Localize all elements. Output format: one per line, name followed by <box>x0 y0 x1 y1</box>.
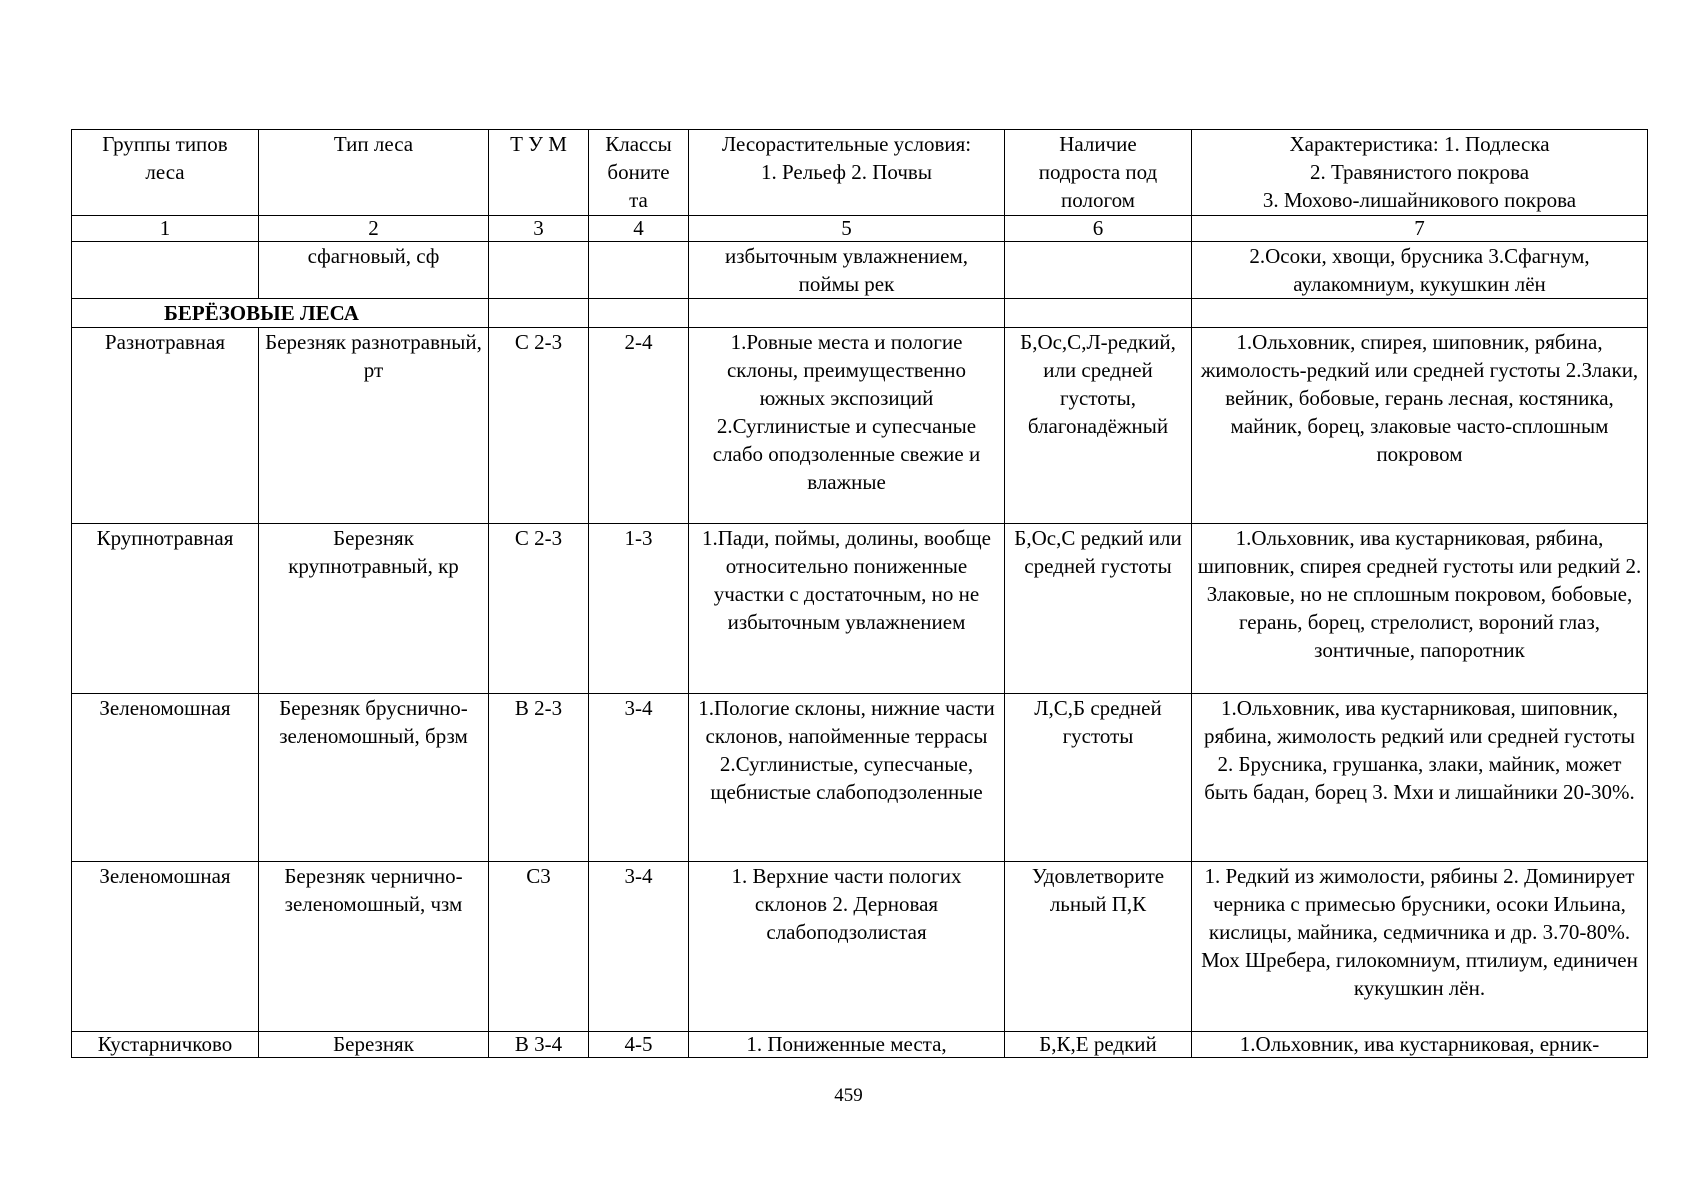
cell-tum: В 3-4 <box>489 1032 589 1058</box>
header-tum: Т У М <box>489 130 589 216</box>
cell-type: сфагновый, сф <box>259 242 489 299</box>
table-row <box>72 862 1648 1032</box>
forest-types-table <box>71 129 1648 1058</box>
cell-type: Березняк бруснично-зеленомошный, брзм <box>259 694 489 862</box>
column-number-row <box>72 216 1648 242</box>
cell-conditions: 1.Ровные места и пологие склоны, преимущественно южных экспозиций 2.Суглинистые и супесчаные слабо оподзоленные свежие и влажные <box>689 328 1005 524</box>
cell-bonitet: 3-4 <box>589 862 689 1032</box>
column-number: 4 <box>589 216 689 242</box>
cell-group: Зеленомошная <box>72 862 259 1032</box>
table-row <box>72 1032 1648 1058</box>
cell-undergrowth <box>1005 299 1192 328</box>
section-title: БЕРЁЗОВЫЕ ЛЕСА <box>72 299 489 328</box>
cell-characteristics: 1. Редкий из жимолости, рябины 2. Доминирует черника с примесью брусники, осоки Ильина, кислицы, майника, седмичника и др. 3.70-80%. Мох Шребера, гилокомниум, птилиум, единичен кукушкин лён. <box>1192 862 1648 1032</box>
continued-row <box>72 242 1648 299</box>
cell-tum: С 2-3 <box>489 524 589 694</box>
column-number: 6 <box>1005 216 1192 242</box>
cell-conditions: 1. Пониженные места, <box>689 1032 1005 1058</box>
cell-group: Кустарничково <box>72 1032 259 1058</box>
cell-tum: С3 <box>489 862 589 1032</box>
cell-characteristics <box>1192 299 1648 328</box>
cell-undergrowth: Л,С,Б средней густоты <box>1005 694 1192 862</box>
cell-type: Березняк чернично-зеленомошный, чзм <box>259 862 489 1032</box>
cell-bonitet: 1-3 <box>589 524 689 694</box>
cell-tum: В 2-3 <box>489 694 589 862</box>
cell-characteristics: 2.Осоки, хвощи, брусника 3.Сфагнум, аулакомниум, кукушкин лён <box>1192 242 1648 299</box>
column-number: 1 <box>72 216 259 242</box>
cell-bonitet <box>589 242 689 299</box>
cell-type: Березняк <box>259 1032 489 1058</box>
header-type: Тип леса <box>259 130 489 216</box>
cell-conditions <box>689 299 1005 328</box>
cell-conditions: 1.Пади, поймы, долины, вообще относительно пониженные участки с достаточным, но не избыточным увлажнением <box>689 524 1005 694</box>
cell-conditions: избыточным увлажнением, поймы рек <box>689 242 1005 299</box>
cell-group: Разнотравная <box>72 328 259 524</box>
section-row <box>72 299 1648 328</box>
header-characteristics: Характеристика: 1. Подлеска 2. Травянистого покрова 3. Мохово-лишайникового покрова <box>1192 130 1648 216</box>
cell-characteristics: 1.Ольховник, ива кустарниковая, ерник- <box>1192 1032 1648 1058</box>
cell-tum <box>489 299 589 328</box>
header-bonitet: Классы боните та <box>589 130 689 216</box>
table-container <box>71 129 1647 1058</box>
cell-tum: С 2-3 <box>489 328 589 524</box>
cell-undergrowth: Б,К,Е редкий <box>1005 1032 1192 1058</box>
table-row <box>72 328 1648 524</box>
header-group: Группы типов леса <box>72 130 259 216</box>
cell-undergrowth: Б,Ос,С,Л-редкий, или средней густоты, благонадёжный <box>1005 328 1192 524</box>
header-row <box>72 130 1648 216</box>
cell-undergrowth: Б,Ос,С редкий или средней густоты <box>1005 524 1192 694</box>
cell-bonitet: 4-5 <box>589 1032 689 1058</box>
cell-conditions: 1.Пологие склоны, нижние части склонов, напойменные террасы 2.Суглинистые, супесчаные, щебнистые слабоподзоленные <box>689 694 1005 862</box>
cell-bonitet: 3-4 <box>589 694 689 862</box>
cell-tum <box>489 242 589 299</box>
header-conditions: Лесорастительные условия: 1. Рельеф 2. Почвы <box>689 130 1005 216</box>
cell-type: Березняк крупнотравный, кр <box>259 524 489 694</box>
column-number: 7 <box>1192 216 1648 242</box>
column-number: 5 <box>689 216 1005 242</box>
table-row <box>72 524 1648 694</box>
cell-characteristics: 1.Ольховник, ива кустарниковая, рябина, шиповник, спирея средней густоты или редкий 2. Злаковые, но не сплошным покровом, бобовые, герань, борец, стрелолист, вороний глаз, зонтичные, папоротник <box>1192 524 1648 694</box>
cell-bonitet <box>589 299 689 328</box>
cell-conditions: 1. Верхние части пологих склонов 2. Дерновая слабоподзолистая <box>689 862 1005 1032</box>
column-number: 3 <box>489 216 589 242</box>
cell-undergrowth <box>1005 242 1192 299</box>
page-number: 459 <box>834 1085 863 1106</box>
column-number: 2 <box>259 216 489 242</box>
cell-bonitet: 2-4 <box>589 328 689 524</box>
cell-characteristics: 1.Ольховник, спирея, шиповник, рябина, жимолость-редкий или средней густоты 2.Злаки, вейник, бобовые, герань лесная, костяника, майник, борец, злаковые часто-сплошным покровом <box>1192 328 1648 524</box>
cell-group: Зеленомошная <box>72 694 259 862</box>
table-row <box>72 694 1648 862</box>
cell-undergrowth: Удовлетворите льный П,К <box>1005 862 1192 1032</box>
header-undergrowth: Наличие подроста под пологом <box>1005 130 1192 216</box>
cell-group: Крупнотравная <box>72 524 259 694</box>
cell-type: Березняк разнотравный, рт <box>259 328 489 524</box>
cell-group <box>72 242 259 299</box>
cell-characteristics: 1.Ольховник, ива кустарниковая, шиповник, рябина, жимолость редкий или средней густоты 2. Брусника, грушанка, злаки, майник, может быть бадан, борец 3. Мхи и лишайники 20-30%. <box>1192 694 1648 862</box>
